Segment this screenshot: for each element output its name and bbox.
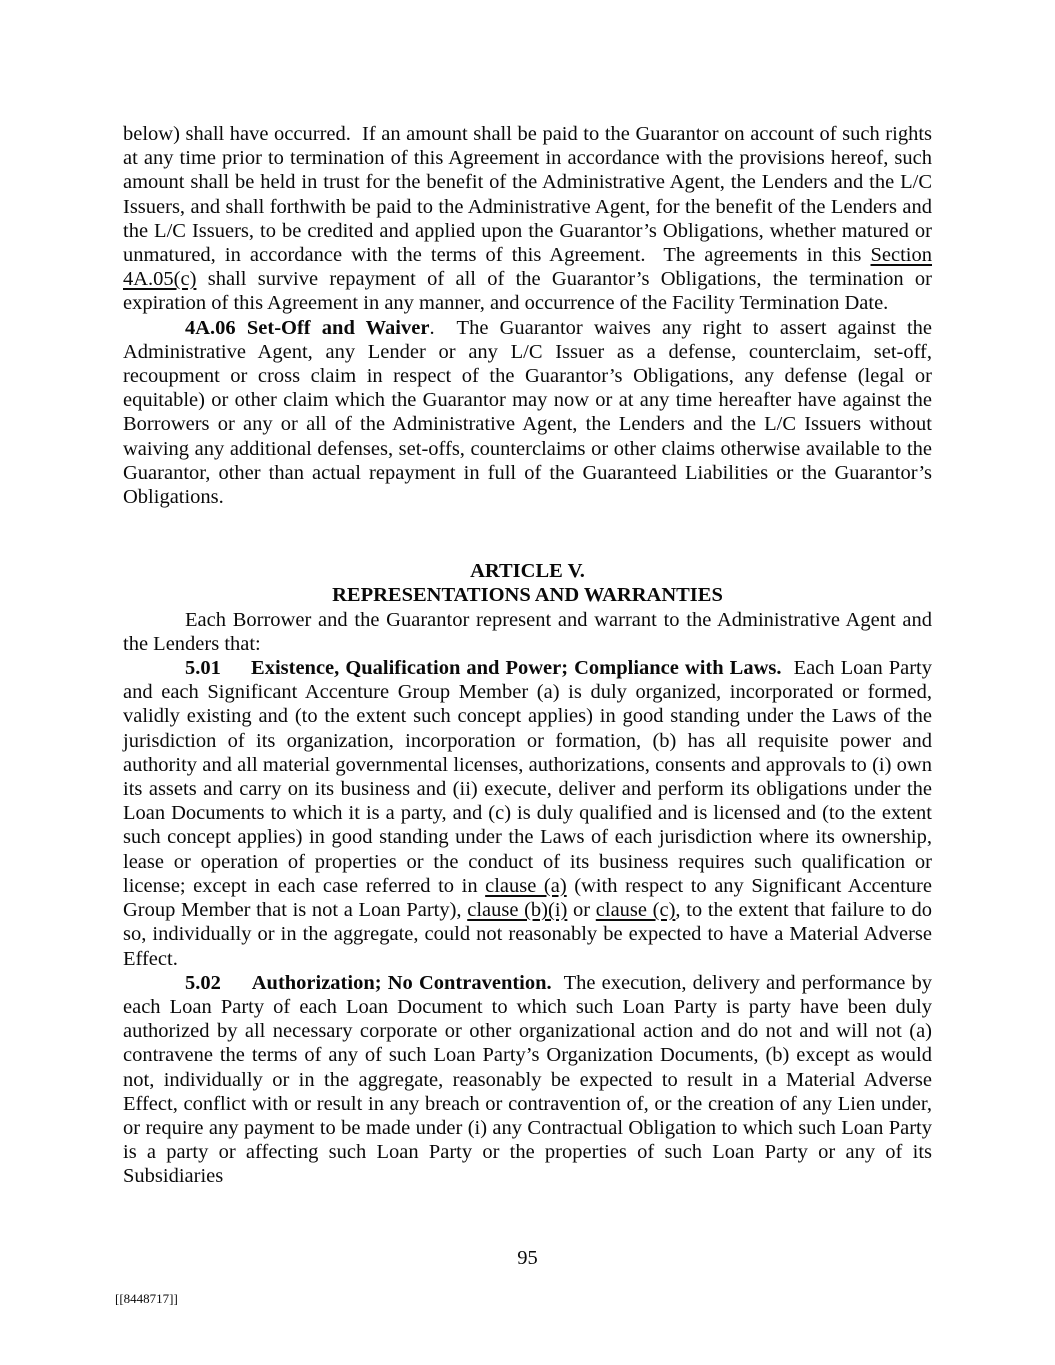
section-502-heading: 5.02 Authorization; No Contravention. [185,971,552,994]
paragraph-text: Each Borrower and the Guarantor represent and warrant to the Administrative Agent and the Lenders that: [123,608,932,655]
section-501-heading: 5.01 Existence, Qualification and Power; Compliance with Laws. [185,657,782,680]
clause-bi-reference: clause (b)(i) [467,899,568,922]
document-id-stamp: [[8448717]] [115,1291,178,1306]
section-4a06-heading: 4A.06 Set-Off and Waiver [185,316,430,339]
paragraph-text: The execution, delivery and performance by each Loan Party of each Loan Document to which such Loan Party is party have been duly authorized by all necessary corporate or other organizational action and do not and will not (a) contravene the terms of any of such Loan Party’s Organization Documents, (b) except as would not, individually or in the aggregate, reasonably be expected to result in a Material Adverse Effect, conflict with or result in any breach or contravention of, or the creation of any Lien under, or require any payment to be made under (i) any Contractual Obligation to which such Loan Party is a party or affecting such Loan Party or the properties of such Loan Party or any of its Subsidiaries [123,971,932,1188]
paragraph-text: or [567,899,596,922]
document-body [123,122,932,1189]
paragraph-text: (with respect to any Significant Accenture Group Member that is not a Loan Party), [123,874,932,922]
article-number: ARTICLE V. [470,560,585,583]
section-4a05c-reference: Section 4A.05(c) [123,244,932,291]
page-number: 95 [517,1247,538,1269]
paragraph-text: shall survive repayment of all of the Guarantor’s Obligations, the termination or expiration of this Agreement in any manner, and occurrence of the Facility Termination Date. [123,268,932,315]
clause-a-reference: clause (a) [485,874,567,897]
paragraph-5-02-authorization [123,971,932,1189]
paragraph-text: below) shall have occurred. If an amount shall be paid to the Guarantor on account of such rights at any time prior to termination of this Agreement in accordance with the provisions hereof, such amount shall be held in trust for the benefit of the Administrative Agent, the Lenders and the L/C Issuers, and shall forthwith be paid to the Administrative Agent, for the benefit of the Lenders and the L/C Issuers, to be credited and applied upon the Guarantor’s Obligations, whether matured or unmatured, in accordance with the terms of this Agreement. The agreements in this [123,123,932,267]
paragraph-5-01-existence [123,656,932,971]
article-v-heading [123,559,932,607]
clause-c-reference: clause (c) [595,899,676,922]
paragraph-text: Each Loan Party and each Significant Accenture Group Member (a) is duly organized, incorporated or formed, validly existing and (to the extent such concept applies) in good standing under the Laws of the jurisdiction of its organization, incorporation or formation, (b) has all requisite power and authority and all material governmental licenses, authorizations, consents and approvals to (i) own its assets and carry on its business and (ii) execute, deliver and perform its obligations under the Loan Documents to which it is a party, and (c) is duly qualified and is licensed and (to the extent such concept applies) in good standing under the Laws of each jurisdiction where its ownership, lease or operation of properties or the conduct of its business requires such qualification or license; except in each case referred to in [123,657,932,897]
paragraph-4a06-set-off-and-waiver [123,316,932,510]
paragraph-article-v-intro [123,608,932,656]
article-title: REPRESENTATIONS AND WARRANTIES [332,584,723,607]
paragraph-text: , to the extent that failure to do so, individually or in the aggregate, could not reasonably be expected to have a Material Adverse Effect. [123,899,932,970]
paragraph-text: . The Guarantor waives any right to assert against the Administrative Agent, any Lender or any L/C Issuer as a defense, counterclaim, set-off, recoupment or cross claim in respect of the Guarantor’s Obligations, any defense (legal or equitable) or other claim which the Guarantor may now or at any time hereafter have against the Borrowers or any or all of the Administrative Agent, the Lenders and the L/C Issuers without waiving any additional defenses, set-offs, counterclaims or other claims otherwise available to the Guarantor, other than actual repayment in full of the Guaranteed Liabilities or the Guarantor’s Obligations. [123,316,932,509]
paragraph-4a05-continuation [123,122,932,316]
